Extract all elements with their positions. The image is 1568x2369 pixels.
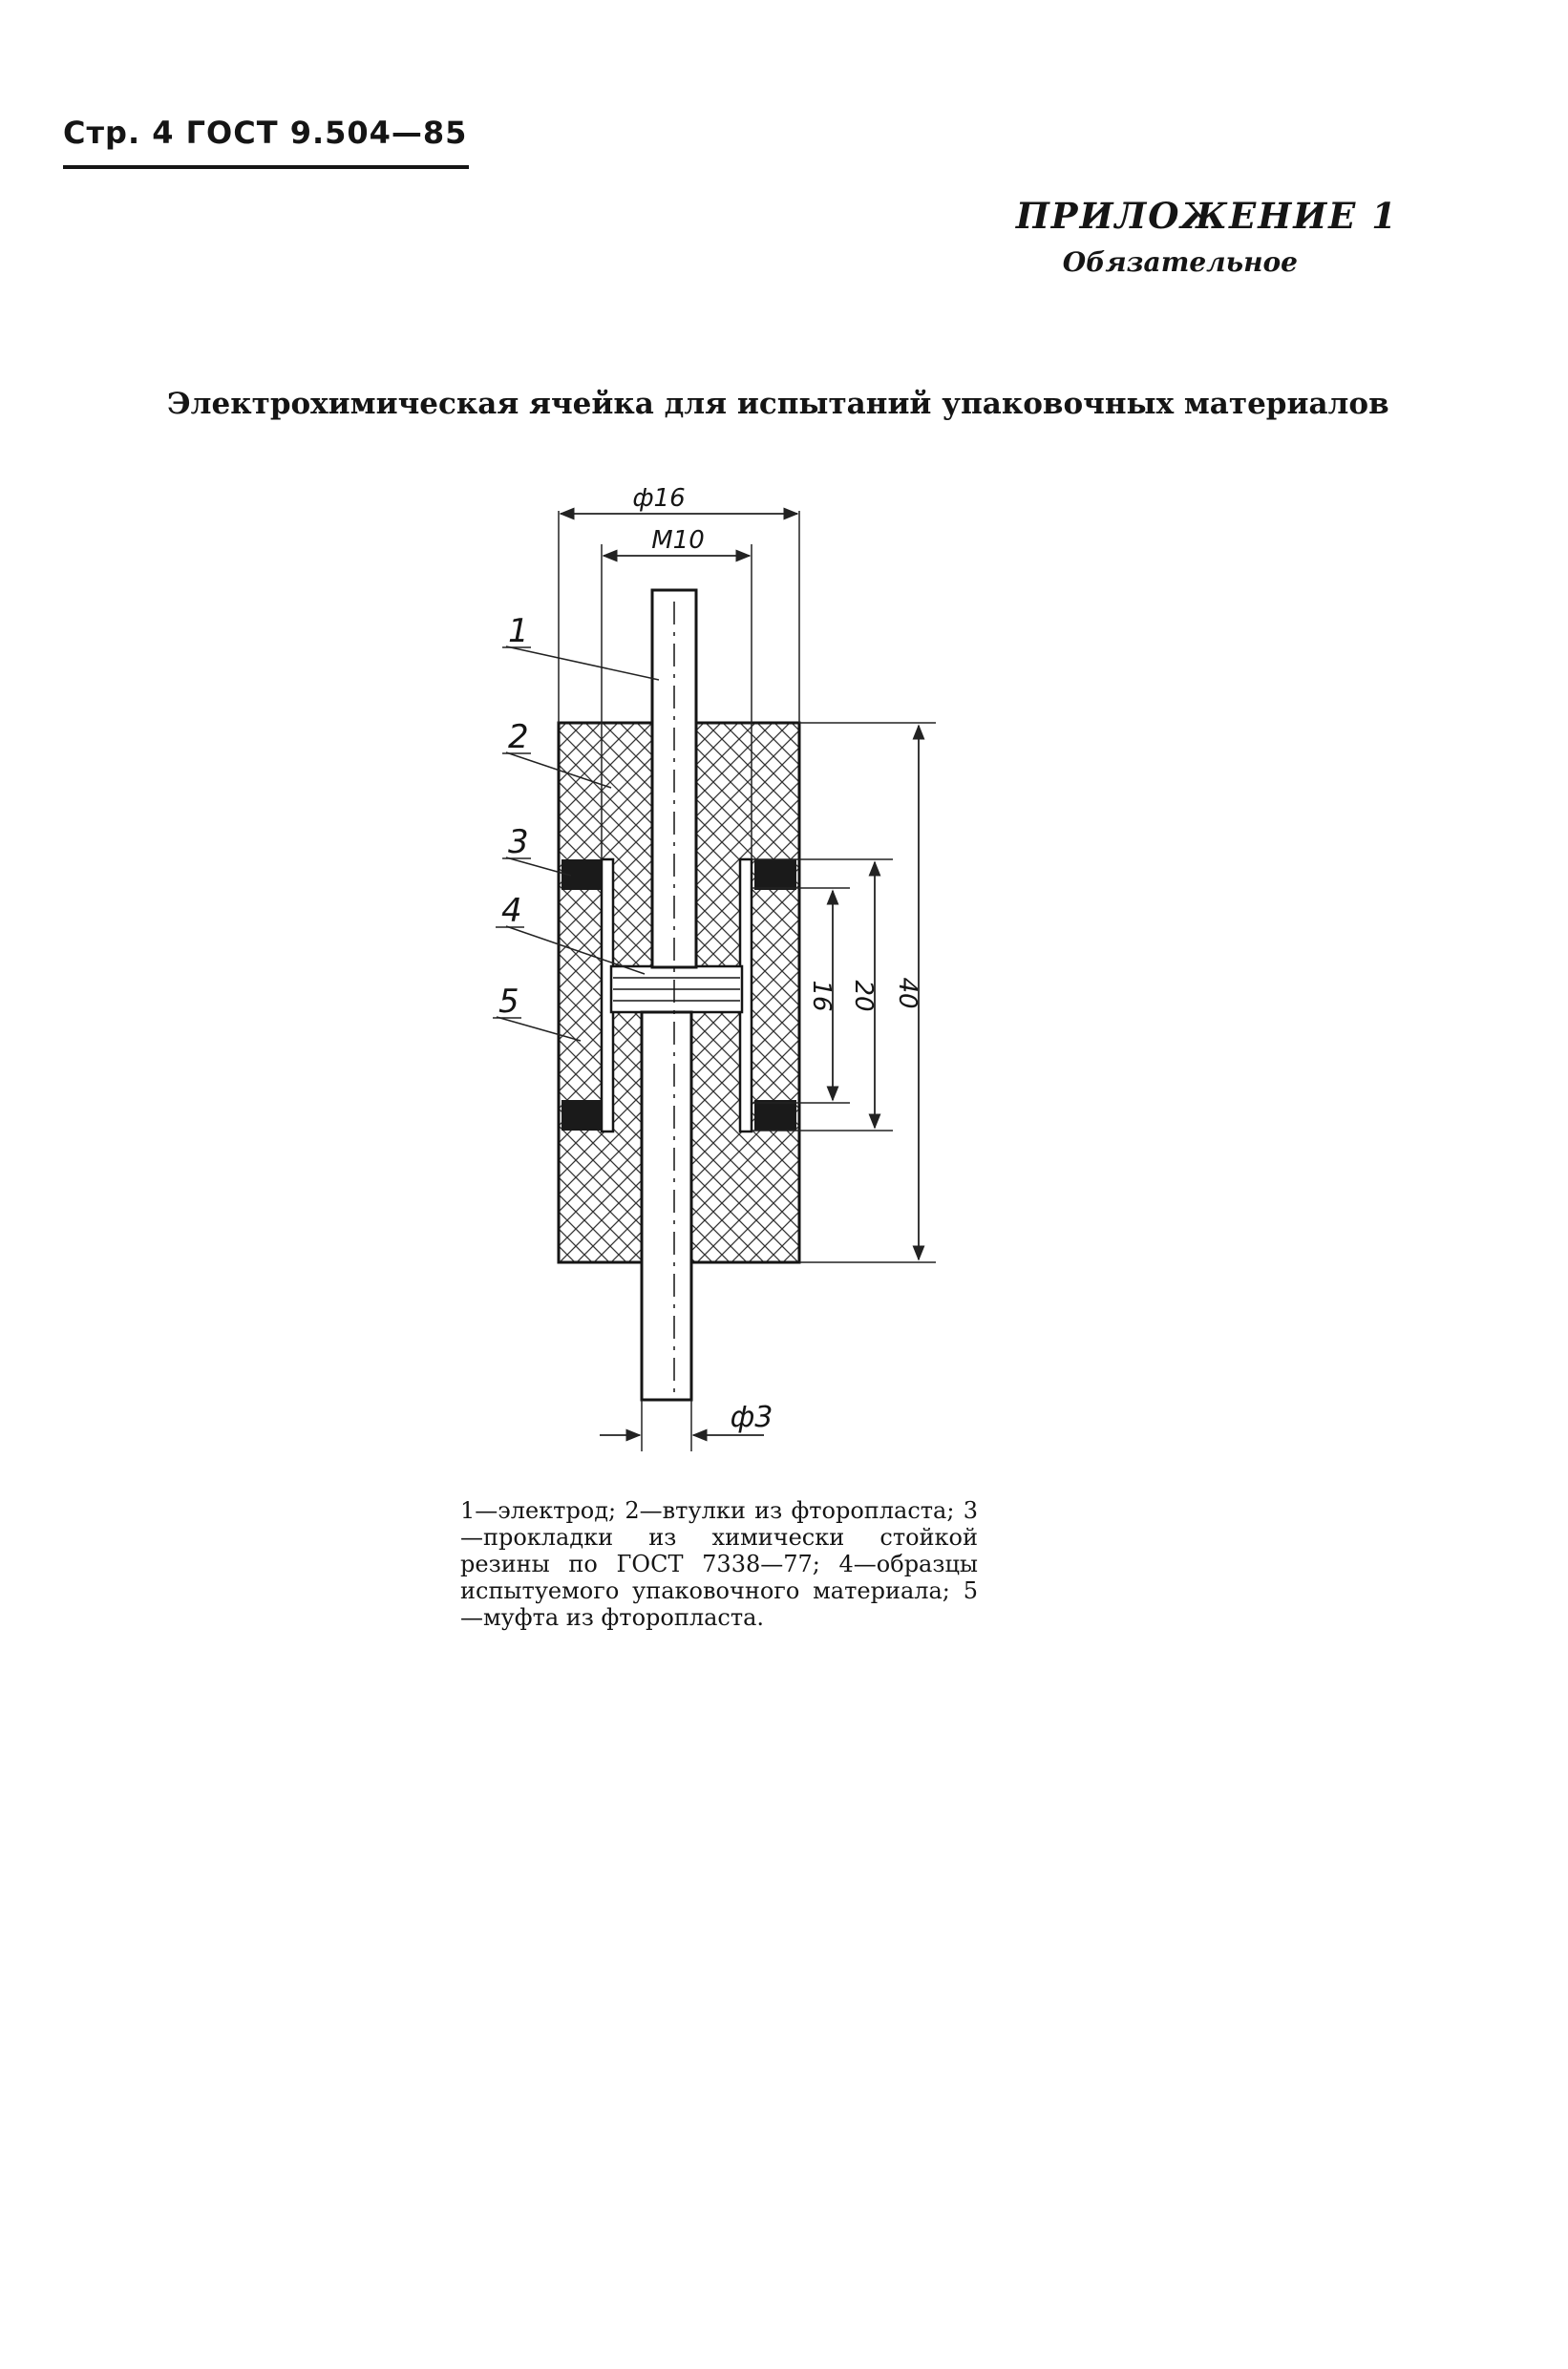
dim-height-16: 16	[807, 980, 836, 1012]
dim-height-40: 40	[893, 977, 922, 1009]
dim-outer-diameter: ф16	[632, 484, 686, 513]
callout-2: 2	[508, 718, 529, 756]
page-header: Стр. 4 ГОСТ 9.504—85	[63, 115, 468, 151]
callout-3: 3	[508, 823, 529, 861]
callout-5: 5	[498, 983, 519, 1021]
appendix-title: ПРИЛОЖЕНИЕ 1	[1015, 195, 1398, 237]
dim-rod-diameter: ф3	[730, 1401, 773, 1434]
dim-thread: М10	[651, 526, 705, 555]
callout-4: 4	[501, 892, 522, 930]
dim-height-20: 20	[849, 980, 878, 1012]
appendix-subtitle: Обязательное	[1062, 246, 1298, 278]
figure-caption: 1—электрод; 2—втулки из фторопласта; 3—прокладки из химически стойкой резины по ГОСТ 7338—77; 4—образцы испытуемого упаковочного материала; 5—муфта из фторопласта.	[460, 1497, 978, 1631]
document-title: Электрохимическая ячейка для испытаний упаковочных материалов	[167, 387, 1389, 421]
callout-1: 1	[508, 612, 529, 650]
